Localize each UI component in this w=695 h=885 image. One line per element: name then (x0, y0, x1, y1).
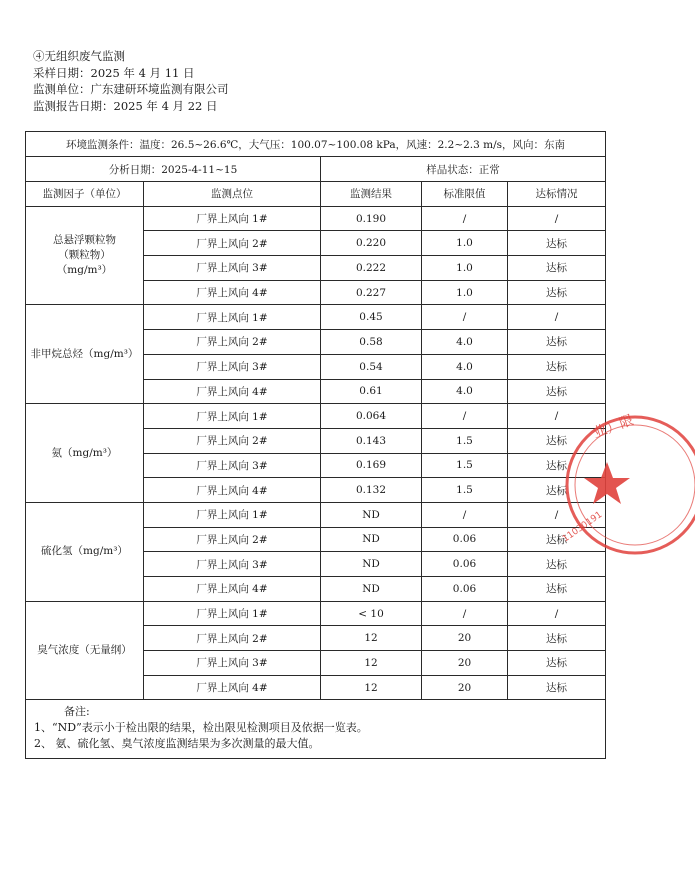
result-cell: 0.064 (321, 404, 422, 429)
result-cell: ND (321, 577, 422, 602)
compliance-cell: 达标 (508, 330, 606, 355)
limit-cell: 1.5 (422, 478, 508, 503)
factor-cell (26, 305, 144, 404)
col-result: 监测结果 (321, 182, 422, 207)
result-cell: 0.222 (321, 256, 422, 281)
factor-cell (26, 404, 144, 503)
limit-cell: 1.5 (422, 453, 508, 478)
limit-cell: 0.06 (422, 552, 508, 577)
compliance-cell: 达标 (508, 280, 606, 305)
limit-cell: 4.0 (422, 379, 508, 404)
point-cell: 厂界上风向 3# (144, 651, 321, 676)
col-compliance: 达标情况 (508, 182, 606, 207)
compliance-cell: / (508, 601, 606, 626)
result-cell: ND (321, 502, 422, 527)
limit-cell: / (422, 206, 508, 231)
report-header (33, 48, 229, 114)
point-cell: 厂界上风向 1# (144, 502, 321, 527)
factor-line: 非甲烷总烃（mg/m³） (30, 347, 139, 360)
point-cell: 厂界上风向 3# (144, 256, 321, 281)
factor-line: （颗粒物） (58, 249, 111, 262)
factor-line: 总悬浮颗粒物 (53, 234, 116, 247)
point-cell: 厂界上风向 3# (144, 552, 321, 577)
result-cell: ND (321, 527, 422, 552)
compliance-cell: 达标 (508, 577, 606, 602)
point-cell: 厂界上风向 2# (144, 231, 321, 256)
point-cell: 厂界上风向 2# (144, 330, 321, 355)
note-item: 2、 氨、硫化氢、臭气浓度监测结果为多次测量的最大值。 (34, 737, 320, 751)
result-cell: 12 (321, 626, 422, 651)
result-cell: 12 (321, 651, 422, 676)
sample-status: 样品状态：正常 (321, 157, 606, 182)
point-cell: 厂界上风向 4# (144, 478, 321, 503)
result-cell: 0.220 (321, 231, 422, 256)
compliance-cell: 达标 (508, 675, 606, 700)
point-cell: 厂界上风向 4# (144, 577, 321, 602)
limit-cell: 1.5 (422, 428, 508, 453)
factor-line: 氨（mg/m³） (51, 446, 118, 459)
compliance-cell: 达标 (508, 651, 606, 676)
factor-line: 臭气浓度（无量纲） (37, 644, 132, 657)
compliance-cell: 达标 (508, 354, 606, 379)
point-cell: 厂界上风向 1# (144, 404, 321, 429)
result-cell: 0.169 (321, 453, 422, 478)
factor-line: 硫化氢（mg/m³） (41, 545, 128, 558)
result-cell: 0.61 (321, 379, 422, 404)
factor-cell (26, 601, 144, 700)
col-factor: 监测因子（单位） (26, 182, 144, 207)
limit-cell: / (422, 502, 508, 527)
table-row (26, 305, 606, 330)
column-header-row (26, 182, 606, 207)
compliance-cell: 达标 (508, 379, 606, 404)
environment-conditions: 环境监测条件：温度：26.5~26.6℃，大气压：100.07~100.08 kPa，风速：2.2~2.3 m/s，风向：东南 (26, 132, 606, 157)
point-cell: 厂界上风向 2# (144, 527, 321, 552)
point-cell: 厂界上风向 3# (144, 354, 321, 379)
compliance-cell: 达标 (508, 626, 606, 651)
table-row (26, 206, 606, 231)
limit-cell: / (422, 404, 508, 429)
compliance-cell: / (508, 404, 606, 429)
limit-cell: / (422, 305, 508, 330)
compliance-cell: / (508, 502, 606, 527)
result-cell: 0.132 (321, 478, 422, 503)
point-cell: 厂界上风向 4# (144, 675, 321, 700)
compliance-cell: 达标 (508, 231, 606, 256)
limit-cell: / (422, 601, 508, 626)
limit-cell: 4.0 (422, 354, 508, 379)
point-cell: 厂界上风向 1# (144, 206, 321, 231)
result-cell: 0.54 (321, 354, 422, 379)
compliance-cell: 达标 (508, 478, 606, 503)
sampling-date: 采样日期：2025 年 4 月 11 日 (33, 65, 195, 80)
point-cell: 厂界上风向 3# (144, 453, 321, 478)
limit-cell: 20 (422, 626, 508, 651)
monitoring-table (25, 131, 606, 759)
col-point: 监测点位 (144, 182, 321, 207)
note-item: 1、“ND”表示小于检出限的结果，检出限见检测项目及依据一览表。 (34, 721, 368, 735)
compliance-cell: 达标 (508, 256, 606, 281)
result-cell: 0.227 (321, 280, 422, 305)
analysis-row (26, 157, 606, 182)
point-cell: 厂界上风向 2# (144, 626, 321, 651)
result-cell: 12 (321, 675, 422, 700)
point-cell: 厂界上风向 2# (144, 428, 321, 453)
compliance-cell: 达标 (508, 552, 606, 577)
point-cell: 厂界上风向 1# (144, 305, 321, 330)
compliance-cell: 达标 (508, 453, 606, 478)
col-limit: 标准限值 (422, 182, 508, 207)
point-cell: 厂界上风向 1# (144, 601, 321, 626)
result-cell: ND (321, 552, 422, 577)
compliance-cell: / (508, 305, 606, 330)
point-cell: 厂界上风向 4# (144, 280, 321, 305)
report-date: 监测报告日期：2025 年 4 月 22 日 (33, 98, 218, 113)
notes-row (26, 700, 606, 759)
factor-cell (26, 206, 144, 305)
result-cell: 0.45 (321, 305, 422, 330)
seal-text-top: 业）限 (590, 412, 636, 442)
factor-cell (26, 502, 144, 601)
table-row (26, 404, 606, 429)
table-row (26, 502, 606, 527)
factor-line: （mg/m³） (56, 264, 113, 277)
table-row (26, 601, 606, 626)
compliance-cell: / (508, 206, 606, 231)
limit-cell: 0.06 (422, 577, 508, 602)
limit-cell: 1.0 (422, 256, 508, 281)
section-title: ④无组织废气监测 (33, 49, 125, 63)
result-cell: 0.143 (321, 428, 422, 453)
limit-cell: 20 (422, 651, 508, 676)
limit-cell: 1.0 (422, 280, 508, 305)
compliance-cell: 达标 (508, 428, 606, 453)
result-cell: 0.58 (321, 330, 422, 355)
compliance-cell: 达标 (508, 527, 606, 552)
seal-serial: 11030191 (560, 509, 605, 545)
limit-cell: 4.0 (422, 330, 508, 355)
notes-cell (26, 700, 606, 759)
result-cell: 0.190 (321, 206, 422, 231)
conditions-row (26, 132, 606, 157)
analysis-date: 分析日期：2025-4-11~15 (26, 157, 321, 182)
limit-cell: 1.0 (422, 231, 508, 256)
notes-title: 备注: (64, 705, 90, 719)
point-cell: 厂界上风向 4# (144, 379, 321, 404)
result-cell: < 10 (321, 601, 422, 626)
limit-cell: 20 (422, 675, 508, 700)
monitoring-unit: 监测单位：广东建研环境监测有限公司 (33, 82, 229, 96)
limit-cell: 0.06 (422, 527, 508, 552)
